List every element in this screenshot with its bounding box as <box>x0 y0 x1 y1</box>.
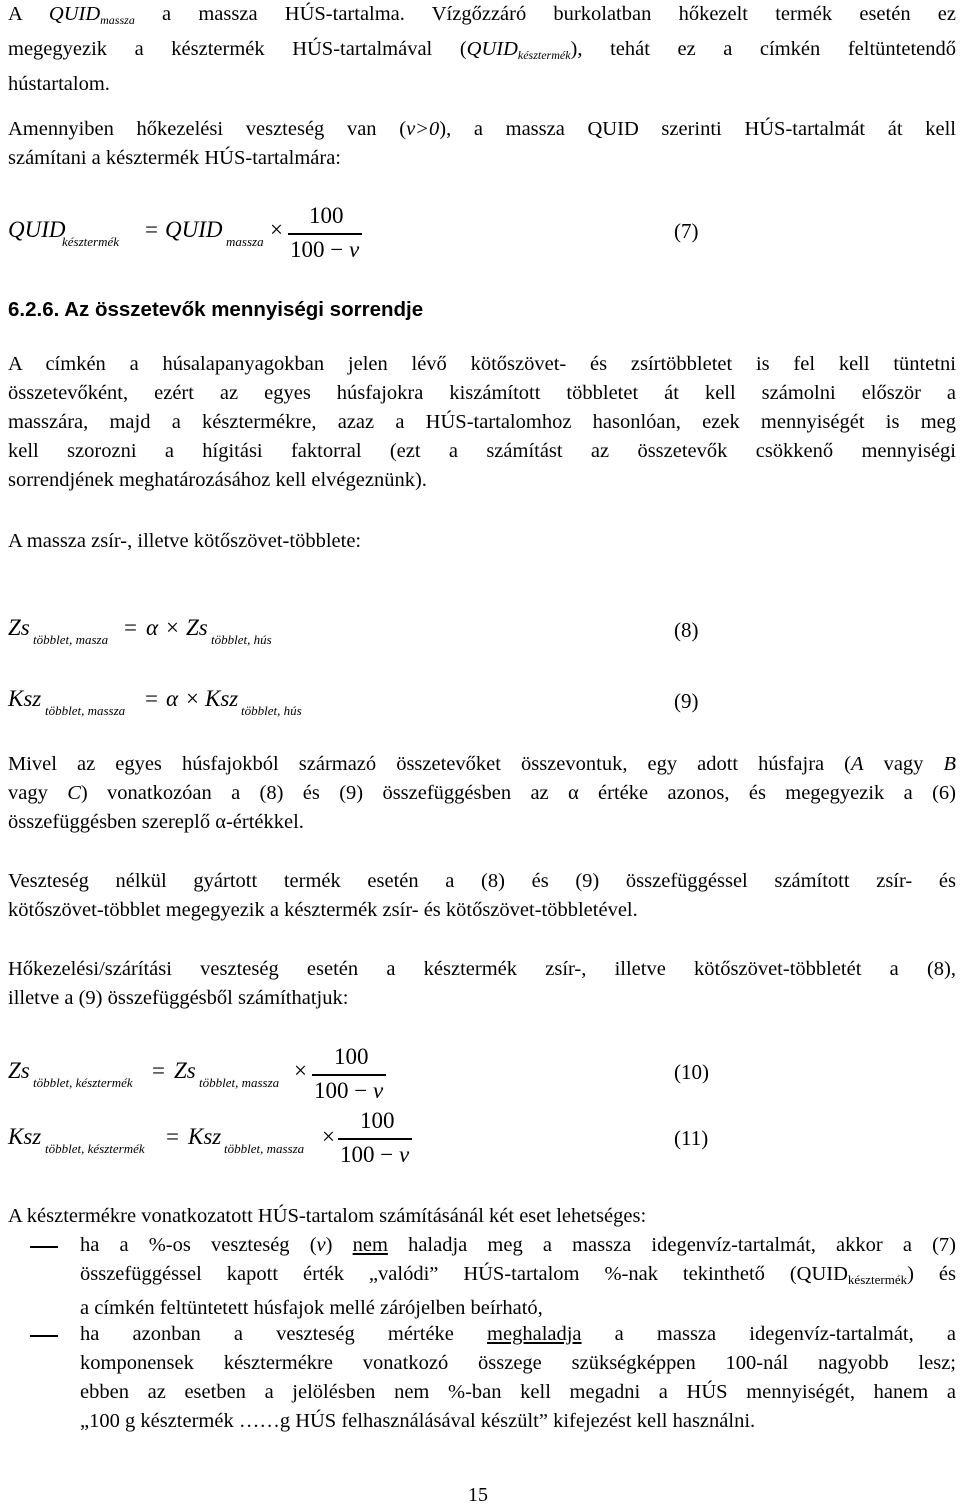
label-line-2: összetevőként, ezért az egyes húsfajokra kiszámított többletet át kell számolni először a <box>8 382 956 404</box>
eq7-denominator: 100 − v <box>290 237 360 262</box>
eq11-denominator: 100 − v <box>340 1142 410 1167</box>
eq7-equals: = <box>145 217 158 242</box>
bullet-2-line-2: komponensek késztermékre vonatkozó összege szükségképpen 100-nál nagyobb lesz; <box>80 1352 956 1374</box>
eq10-equals: = <box>152 1058 165 1083</box>
mivel-line-3: összefüggésben szereplő α-értékkel. <box>8 811 304 833</box>
mivel-line-2: vagy C) vonatkozóan a (8) és (9) összefüggésben az α értéke azonos, és megegyezik a (6) <box>8 782 956 804</box>
eq8-alpha: α <box>146 615 159 640</box>
eq7-numerator: 100 <box>309 203 344 228</box>
eq9-lhs-sub: többlet, massza <box>45 703 126 718</box>
bullet-1-line-1: ha a %-os veszteség (v) nem haladja meg a massza idegenvíz-tartalmát, akkor a (7) <box>80 1234 957 1256</box>
label-line-1: A címkén a húsalapanyagokban jelen lévő kötőszövet- és zsírtöbbletet is fel kell tüntetni <box>8 353 956 375</box>
bullet-2-text <box>80 1320 956 1436</box>
section-heading: 6.2.6. Az összetevők mennyiségi sorrendje <box>8 298 424 321</box>
bullet-dash-1 <box>30 1246 58 1248</box>
nelkul-line-2: kötőszövet-többlet megegyezik a késztermék zsír- és kötőszövet-többletével. <box>8 899 638 921</box>
eq8-lhs: Zs <box>8 615 30 640</box>
nelkul-paragraph <box>8 867 956 925</box>
eq10-rhs: Zs <box>174 1058 196 1083</box>
eq9-label: (9) <box>674 689 699 713</box>
hokez-paragraph <box>8 955 956 1013</box>
label-paragraph <box>8 350 956 495</box>
eq10-numerator: 100 <box>334 1044 369 1069</box>
eq11-label: (11) <box>674 1126 709 1150</box>
eq7-rhs: QUID <box>165 217 223 242</box>
eq10-fraction-bar <box>312 1074 386 1076</box>
ket-eset-paragraph: A késztermékre vonatkozatott HÚS-tartalom számításánál két eset lehetséges: <box>8 1205 647 1227</box>
bullet-2-line-1: ha azonban a veszteség mértéke meghaladja a massza idegenvíz-tartalmát, a <box>80 1323 957 1345</box>
eq7-label: (7) <box>674 219 699 243</box>
eq9-equals: = <box>145 686 158 711</box>
eq10-lhs: Zs <box>8 1058 30 1083</box>
mivel-line-1: Mivel az egyes húsfajokból származó összetevőket összevontuk, egy adott húsfajra (A vagy B <box>8 753 956 775</box>
eq8-rhs-sub: többlet, hús <box>211 632 272 647</box>
eq8-times: × <box>166 615 179 640</box>
intro-line-2: megegyezik a késztermék HÚS-tartalmával (QUIDkésztermék), tehát ez a címkén feltüntetendő <box>8 38 956 62</box>
intro-line-3: hústartalom. <box>8 73 110 95</box>
intro-line-1: A QUIDmassza a massza HÚS-tartalma. Vízgőzzáró burkolatban hőkezelt termék esetén ez <box>8 3 956 27</box>
mivel-paragraph <box>8 750 956 837</box>
eq10-denominator: 100 − v <box>314 1078 384 1103</box>
bullet-2-line-3: ebben az esetben a jelölésben nem %-ban kell megadni a HÚS mennyiségét, hanem a <box>80 1381 956 1403</box>
loss-paragraph <box>8 115 956 173</box>
bullet-2-line-4: „100 g késztermék ……g HÚS felhasználásával készült” kifejezést kell használni. <box>80 1410 756 1432</box>
hokez-line-1: Hőkezelési/szárítási veszteség esetén a késztermék zsír-, illetve kötőszövet-többletét a (8), <box>8 958 956 980</box>
nelkul-line-1: Veszteség nélkül gyártott termék esetén a (8) és (9) összefüggéssel számított zsír- és <box>8 870 956 892</box>
eq10-rhs-sub: többlet, massza <box>199 1075 280 1090</box>
eq11-times: × <box>322 1124 335 1149</box>
loss-line-2: számítani a késztermék HÚS-tartalmára: <box>8 147 341 169</box>
eq11-lhs-sub: többlet, késztermék <box>45 1141 145 1156</box>
eq11-rhs: Ksz <box>188 1124 222 1149</box>
label-line-5: sorrendjének meghatározásához kell elvégeznünk). <box>8 469 427 491</box>
eq8-equals: = <box>124 615 137 640</box>
bullet-1-line-3: a címkén feltüntetett húsfajok mellé zárójelben beírható, <box>80 1297 543 1319</box>
eq7-fraction-bar <box>288 233 362 235</box>
eq11-fraction-bar <box>338 1138 412 1140</box>
eq10-times: × <box>294 1058 307 1083</box>
eq9-rhs-sub: többlet, hús <box>241 703 302 718</box>
eq8-lhs-sub: többlet, masza <box>33 632 109 647</box>
eq9-rhs: Ksz <box>205 686 239 711</box>
eq7-times: × <box>270 217 283 242</box>
eq10-lhs-sub: többlet, késztermék <box>33 1075 133 1090</box>
bullet-1-text <box>80 1231 956 1323</box>
eq8-rhs: Zs <box>186 615 208 640</box>
eq8-label: (8) <box>674 618 699 642</box>
label-line-3: masszára, majd a késztermékre, azaz a HÚS-tartalomhoz hasonlóan, ezek mennyiségét is meg <box>8 411 956 433</box>
eq11-lhs: Ksz <box>8 1124 42 1149</box>
loss-line-1: Amennyiben hőkezelési veszteség van (v>0), a massza QUID szerinti HÚS-tartalmát át kell <box>8 118 957 140</box>
eq11-equals: = <box>166 1124 179 1149</box>
eq9-alpha: α <box>166 686 179 711</box>
massza-paragraph: A massza zsír-, illetve kötőszövet-többlete: <box>8 530 362 552</box>
eq11-rhs-sub: többlet, massza <box>224 1141 305 1156</box>
eq7-lhs: QUID <box>8 217 66 242</box>
eq10-label: (10) <box>674 1060 709 1084</box>
eq9-lhs: Ksz <box>8 686 42 711</box>
eq7-rhs-sub: massza <box>226 234 264 249</box>
page-number: 15 <box>468 1484 488 1506</box>
label-line-4: kell szorozni a hígitási faktorral (ezt a számítást az összetevők csökkenő mennyiségi <box>8 440 956 462</box>
bullet-dash-2 <box>30 1335 58 1337</box>
eq11-numerator: 100 <box>360 1108 395 1133</box>
bullet-1-line-2: összefüggéssel kapott érték „valódi” HÚS-tartalom %-nak tekinthető $(QUID_{késztermék})$ és <box>80 1263 956 1287</box>
eq9-times: × <box>186 686 199 711</box>
intro-paragraph <box>8 0 956 99</box>
eq7-lhs-sub: késztermék <box>62 234 120 249</box>
hokez-line-2: illetve a (9) összefüggésből számíthatjuk: <box>8 987 349 1009</box>
